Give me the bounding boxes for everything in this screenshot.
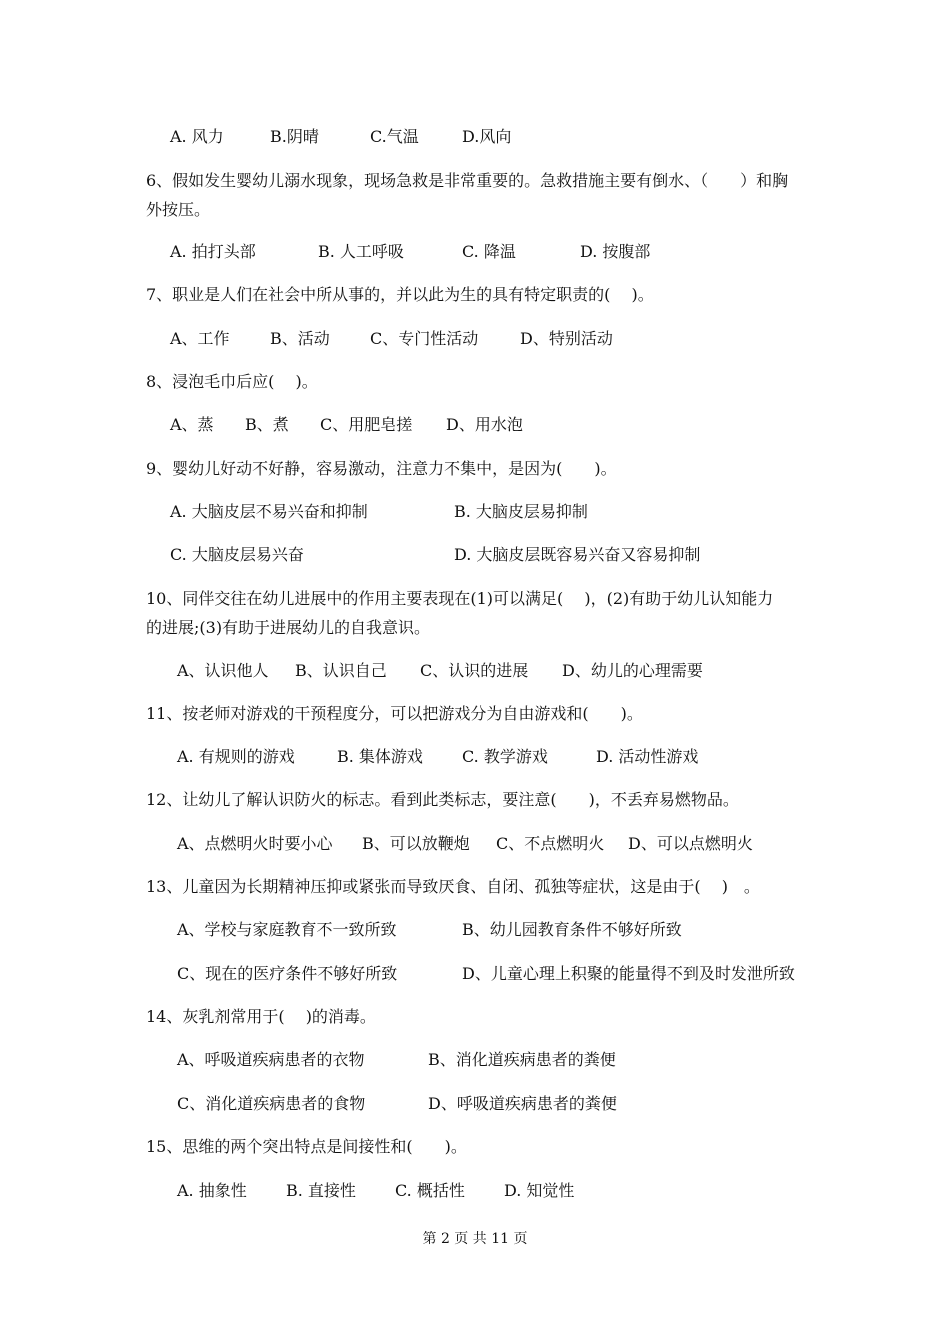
q15-option-b: B. 直接性 bbox=[286, 1181, 356, 1200]
q5-option-a: A. 风力 bbox=[170, 127, 224, 146]
q12-option-a: A、点燃明火时要小心 bbox=[177, 834, 333, 853]
q6-option-a: A. 拍打头部 bbox=[170, 242, 256, 261]
q8-option-a: A、蒸 bbox=[170, 415, 214, 434]
q14-question: 14、灰乳剂常用于( )的消毒。 bbox=[146, 1007, 376, 1026]
q10-option-b: B、认识自己 bbox=[295, 661, 387, 680]
q5-option-b: B.阴晴 bbox=[270, 127, 319, 146]
q9-option-d: D. 大脑皮层既容易兴奋又容易抑制 bbox=[454, 545, 701, 564]
q9-question: 9、婴幼儿好动不好静，容易激动，注意力不集中，是因为( )。 bbox=[146, 459, 617, 478]
q10-question-line2: 的进展;(3)有助于进展幼儿的自我意识。 bbox=[146, 618, 431, 637]
q14-option-d: D、呼吸道疾病患者的粪便 bbox=[428, 1094, 617, 1113]
q12-option-d: D、可以点燃明火 bbox=[628, 834, 753, 853]
q10-option-a: A、认识他人 bbox=[177, 661, 269, 680]
q15-option-c: C. 概括性 bbox=[395, 1181, 465, 1200]
q7-option-a: A、工作 bbox=[170, 329, 230, 348]
q8-option-d: D、用水泡 bbox=[446, 415, 523, 434]
q8-question: 8、浸泡毛巾后应( )。 bbox=[146, 372, 318, 391]
q6-option-d: D. 按腹部 bbox=[580, 242, 651, 261]
q10-option-d: D、幼儿的心理需要 bbox=[562, 661, 703, 680]
q10-option-c: C、认识的进展 bbox=[420, 661, 529, 680]
q14-option-c: C、消化道疾病患者的食物 bbox=[177, 1094, 366, 1113]
q5-option-c: C.气温 bbox=[370, 127, 419, 146]
q11-option-d: D. 活动性游戏 bbox=[596, 747, 699, 766]
q6-question-line1: 6、假如发生婴幼儿溺水现象，现场急救是非常重要的。急救措施主要有倒水、（ ）和胸 bbox=[146, 171, 789, 190]
q13-question: 13、儿童因为长期精神压抑或紧张而导致厌食、自闭、孤独等症状，这是由于( ) 。 bbox=[146, 877, 760, 896]
q8-option-b: B、煮 bbox=[245, 415, 289, 434]
q9-option-a: A. 大脑皮层不易兴奋和抑制 bbox=[170, 502, 368, 521]
page-footer: 第 2 页 共 11 页 bbox=[422, 1231, 528, 1247]
q10-question-line1: 10、同伴交往在幼儿进展中的作用主要表现在(1)可以满足( )，(2)有助于幼儿认知能力 bbox=[146, 589, 774, 608]
q13-option-d: D、儿童心理上积聚的能量得不到及时发泄所致 bbox=[462, 964, 795, 983]
q5-option-d: D.风向 bbox=[462, 127, 512, 146]
q12-question: 12、让幼儿了解认识防火的标志。看到此类标志，要注意( )，不丢弃易燃物品。 bbox=[146, 790, 739, 809]
q11-question: 11、按老师对游戏的干预程度分，可以把游戏分为自由游戏和( )。 bbox=[146, 704, 643, 723]
q7-question: 7、职业是人们在社会中所从事的，并以此为生的具有特定职责的( )。 bbox=[146, 285, 654, 304]
q12-option-b: B、可以放鞭炮 bbox=[362, 834, 470, 853]
q7-option-b: B、活动 bbox=[270, 329, 330, 348]
q7-option-d: D、特别活动 bbox=[520, 329, 613, 348]
q7-option-c: C、专门性活动 bbox=[370, 329, 479, 348]
q6-option-b: B. 人工呼吸 bbox=[318, 242, 404, 261]
q9-option-c: C. 大脑皮层易兴奋 bbox=[170, 545, 304, 564]
q13-option-b: B、幼儿园教育条件不够好所致 bbox=[462, 920, 682, 939]
q11-option-c: C. 教学游戏 bbox=[462, 747, 548, 766]
q14-option-b: B、消化道疾病患者的粪便 bbox=[428, 1050, 616, 1069]
q15-option-d: D. 知觉性 bbox=[504, 1181, 575, 1200]
q12-option-c: C、不点燃明火 bbox=[496, 834, 605, 853]
q6-question-line2: 外按压。 bbox=[146, 200, 211, 219]
q6-option-c: C. 降温 bbox=[462, 242, 516, 261]
q13-option-c: C、现在的医疗条件不够好所致 bbox=[177, 964, 398, 983]
q11-option-b: B. 集体游戏 bbox=[337, 747, 423, 766]
q9-option-b: B. 大脑皮层易抑制 bbox=[454, 502, 588, 521]
q15-question: 15、思维的两个突出特点是间接性和( )。 bbox=[146, 1137, 467, 1156]
q11-option-a: A. 有规则的游戏 bbox=[177, 747, 295, 766]
q15-option-a: A. 抽象性 bbox=[177, 1181, 247, 1200]
q13-option-a: A、学校与家庭教育不一致所致 bbox=[177, 920, 397, 939]
q14-option-a: A、呼吸道疾病患者的衣物 bbox=[177, 1050, 365, 1069]
q8-option-c: C、用肥皂搓 bbox=[320, 415, 413, 434]
